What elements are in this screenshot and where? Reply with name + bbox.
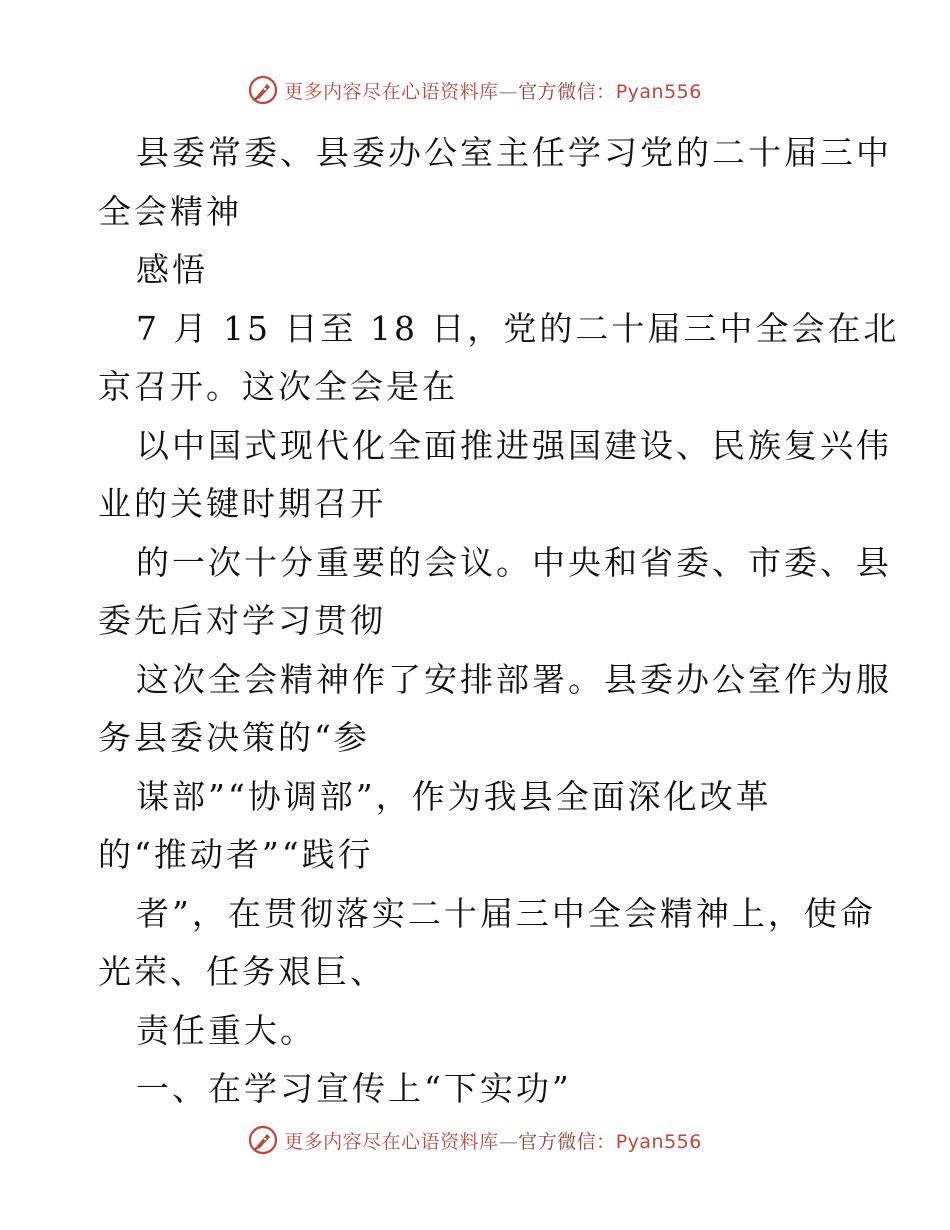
header-banner: [0, 72, 950, 108]
banner-wechat-id: Pyan556: [615, 80, 702, 103]
banner-site-text: 更多内容尽在心语资料库: [284, 80, 499, 103]
text-line: 务县委决策的“参: [98, 718, 370, 757]
banner-dash: —: [498, 80, 519, 103]
text-line: 以中国式现代化全面推进强国建设、民族复兴伟: [136, 425, 892, 465]
banner-wechat-label: 官方微信：: [518, 1130, 616, 1153]
header-banner-text: [284, 77, 702, 104]
text-line: 县委常委、县委办公室主任学习党的二十届三中: [136, 133, 892, 172]
text-line: 光荣、任务艰巨、: [98, 952, 386, 991]
banner-wechat-label: 官方微信：: [518, 80, 616, 103]
text-line: 全会精神: [98, 191, 242, 231]
text-line: 的“推动者”“践行: [98, 835, 374, 874]
banner-dash: —: [498, 1130, 519, 1153]
text-line: 7 月 15 日至 18 日，党的二十届三中全会在北: [136, 308, 900, 348]
text-line: 这次全会精神作了安排部署。县委办公室作为服: [136, 659, 892, 699]
text-line: 感悟: [136, 250, 208, 289]
text-line: 的一次十分重要的会议。中央和省委、市委、县: [136, 542, 892, 582]
text-line: 京召开。这次全会是在: [98, 367, 458, 406]
text-line: 业的关键时期召开: [98, 484, 386, 523]
section-heading: 一、在学习宣传上“下实功”: [136, 1069, 572, 1108]
footer-banner-text: [284, 1127, 702, 1154]
text-line: 者”，在贯彻落实二十届三中全会精神上，使命: [136, 893, 876, 933]
banner-site-text: 更多内容尽在心语资料库: [284, 1130, 499, 1153]
text-line: 谋部”“协调部”，作为我县全面深化改革: [136, 776, 772, 816]
text-line: 责任重大。: [136, 1010, 316, 1050]
fountain-pen-logo-icon: [248, 75, 278, 105]
fountain-pen-logo-icon: [248, 1125, 278, 1155]
footer-banner: [0, 1122, 950, 1158]
text-line: 委先后对学习贯彻: [98, 601, 386, 640]
document-body: [98, 124, 900, 1119]
banner-wechat-id: Pyan556: [615, 1130, 702, 1153]
